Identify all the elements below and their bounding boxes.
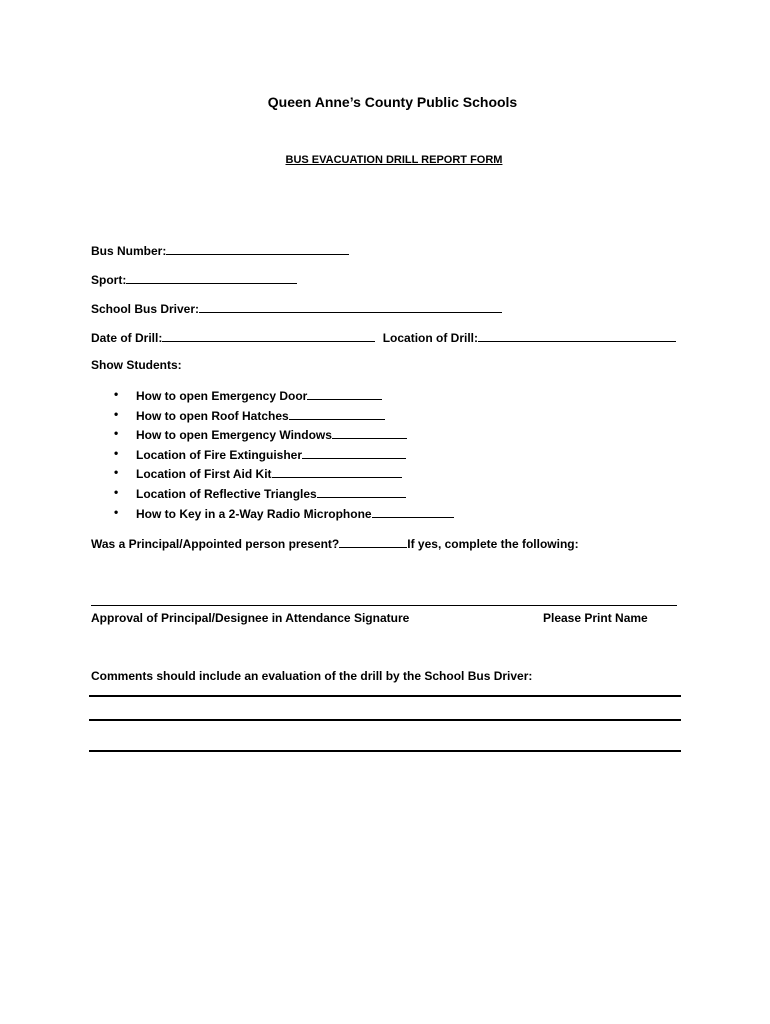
sport-field (91, 271, 297, 287)
list-item (110, 407, 454, 427)
item-label: How to open Emergency Door (136, 389, 308, 403)
list-item (110, 465, 454, 485)
item-blank[interactable] (332, 426, 407, 439)
list-item (110, 485, 454, 505)
list-item (110, 387, 454, 407)
principal-present-blank[interactable] (339, 535, 407, 548)
location-of-drill-blank[interactable] (478, 329, 676, 342)
print-name-label: Please Print Name (543, 611, 648, 625)
item-blank[interactable] (307, 387, 382, 400)
signature-line[interactable] (91, 605, 677, 606)
bus-number-blank[interactable] (166, 242, 349, 255)
sport-blank[interactable] (126, 271, 297, 284)
item-blank[interactable] (289, 407, 385, 420)
list-item (110, 426, 454, 446)
school-bus-driver-field (91, 300, 502, 316)
bullet-icon: • (114, 484, 119, 499)
bullet-icon: • (114, 387, 119, 401)
principal-followup: If yes, complete the following: (407, 537, 579, 551)
show-students-label: Show Students: (91, 358, 182, 372)
location-of-drill-label: Location of Drill: (382, 331, 479, 345)
item-blank[interactable] (372, 505, 454, 518)
approval-signature-label: Approval of Principal/Designee in Attendance Signature (91, 611, 410, 625)
sport-label: Sport: (91, 273, 127, 287)
date-of-drill-blank[interactable] (162, 329, 375, 342)
item-label: Location of Fire Extinguisher (136, 447, 303, 462)
date-of-drill-label: Date of Drill: (91, 331, 163, 345)
item-blank[interactable] (317, 485, 406, 498)
school-bus-driver-label: School Bus Driver: (91, 302, 200, 316)
comments-label: Comments should include an evaluation of the drill by the School Bus Driver: (91, 669, 533, 683)
bullet-icon: • (114, 406, 119, 421)
item-label: Location of Reflective Triangles (136, 486, 317, 501)
form-title: BUS EVACUATION DRILL REPORT FORM (285, 154, 503, 166)
item-label: Location of First Aid Kit (136, 467, 272, 482)
bullet-icon: • (114, 504, 119, 519)
bus-number-label: Bus Number: (91, 244, 167, 258)
page-title: Queen Anne’s County Public Schools (267, 94, 518, 110)
item-label: How to open Emergency Windows (136, 428, 332, 443)
date-location-row (91, 329, 676, 345)
bullet-icon: • (114, 426, 119, 441)
item-blank[interactable] (272, 465, 402, 478)
list-item (110, 505, 454, 525)
item-label: How to open Roof Hatches (136, 408, 289, 423)
show-students-list (110, 387, 454, 524)
list-item (110, 446, 454, 466)
bullet-icon: • (114, 465, 119, 480)
comment-line[interactable] (89, 719, 681, 721)
bus-number-field (91, 242, 349, 258)
school-bus-driver-blank[interactable] (199, 300, 502, 313)
comment-line[interactable] (89, 695, 681, 697)
comment-line[interactable] (89, 750, 681, 752)
principal-present-row (91, 535, 579, 551)
principal-question: Was a Principal/Appointed person present? (91, 537, 340, 551)
item-blank[interactable] (302, 446, 406, 459)
item-label: How to Key in a 2-Way Radio Microphone (136, 506, 372, 521)
bullet-icon: • (114, 445, 119, 460)
